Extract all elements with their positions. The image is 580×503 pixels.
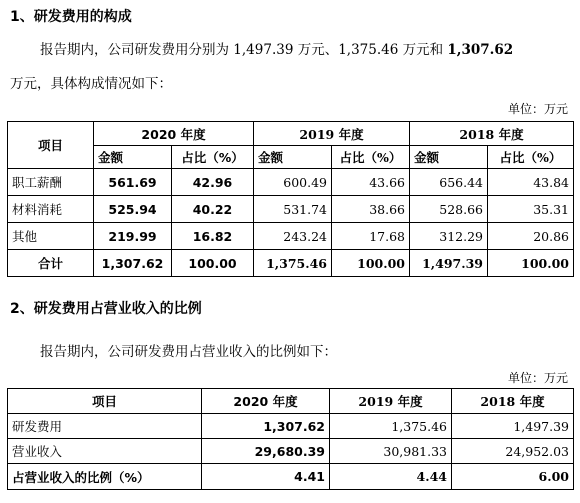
table-row [8,223,574,250]
section1-paragraph-line1 [40,38,513,58]
ratio-label: 占营业收入的比例（%） [8,464,202,490]
section2-unit-note: 单位：万元 [507,371,568,385]
cell: 24,952.03 [452,439,574,464]
section1-paragraph-bold-value: 1,307.62 [447,42,514,58]
row-label: 营业收入 [8,439,202,464]
cell: 20.86 [488,223,574,250]
table-row [8,439,574,464]
header-year-2019: 2019 年度 [254,122,410,146]
cell: 1,375.46 [254,250,332,277]
cell: 100.00 [332,250,410,277]
section1-unit-note: 单位：万元 [507,102,568,116]
header-item: 项目 [8,122,94,169]
row-label: 职工薪酬 [8,169,94,196]
cell: 1,307.62 [94,250,172,277]
cell: 4.44 [330,464,452,490]
cell: 100.00 [488,250,574,277]
cell: 17.68 [332,223,410,250]
cell: 1,307.62 [202,414,330,439]
section1-heading: 1、研发费用的构成 [10,9,132,25]
table-row [8,169,574,196]
subheader-amount-2020: 金额 [94,146,172,169]
subheader-amount-2018: 金额 [410,146,488,169]
cell: 29,680.39 [202,439,330,464]
table-row [8,196,574,223]
section1-paragraph-line2: 万元，具体构成情况如下： [10,76,172,92]
cell: 600.49 [254,169,332,196]
row-label: 其他 [8,223,94,250]
cell: 43.66 [332,169,410,196]
cell: 656.44 [410,169,488,196]
cell: 1,375.46 [330,414,452,439]
subheader-share-2020: 占比（%） [172,146,254,169]
cell: 30,981.33 [330,439,452,464]
rd-cost-revenue-ratio-table [7,388,574,490]
header-item: 项目 [8,389,202,414]
cell: 100.00 [172,250,254,277]
subheader-share-2018: 占比（%） [488,146,574,169]
cell: 42.96 [172,169,254,196]
row-label: 研发费用 [8,414,202,439]
section2-heading: 2、研发费用占营业收入的比例 [10,301,202,317]
header-year-2019: 2019 年度 [330,389,452,414]
cell: 525.94 [94,196,172,223]
table-ratio-row [8,464,574,490]
cell: 1,497.39 [410,250,488,277]
subheader-share-2019: 占比（%） [332,146,410,169]
cell: 531.74 [254,196,332,223]
rd-cost-composition-table [7,121,574,277]
cell: 1,497.39 [452,414,574,439]
section2-paragraph: 报告期内，公司研发费用占营业收入的比例如下： [40,344,337,360]
cell: 35.31 [488,196,574,223]
table-row [8,414,574,439]
header-year-2020: 2020 年度 [94,122,254,146]
total-label: 合计 [8,250,94,277]
cell: 561.69 [94,169,172,196]
cell: 40.22 [172,196,254,223]
subheader-amount-2019: 金额 [254,146,332,169]
cell: 6.00 [452,464,574,490]
row-label: 材料消耗 [8,196,94,223]
cell: 243.24 [254,223,332,250]
header-year-2018: 2018 年度 [452,389,574,414]
cell: 38.66 [332,196,410,223]
cell: 528.66 [410,196,488,223]
cell: 43.84 [488,169,574,196]
header-year-2020: 2020 年度 [202,389,330,414]
header-year-2018: 2018 年度 [410,122,574,146]
cell: 16.82 [172,223,254,250]
table-total-row [8,250,574,277]
cell: 4.41 [202,464,330,490]
section1-paragraph-text: 报告期内，公司研发费用分别为 1,497.39 万元、1,375.46 万元和 [40,42,448,58]
cell: 219.99 [94,223,172,250]
cell: 312.29 [410,223,488,250]
